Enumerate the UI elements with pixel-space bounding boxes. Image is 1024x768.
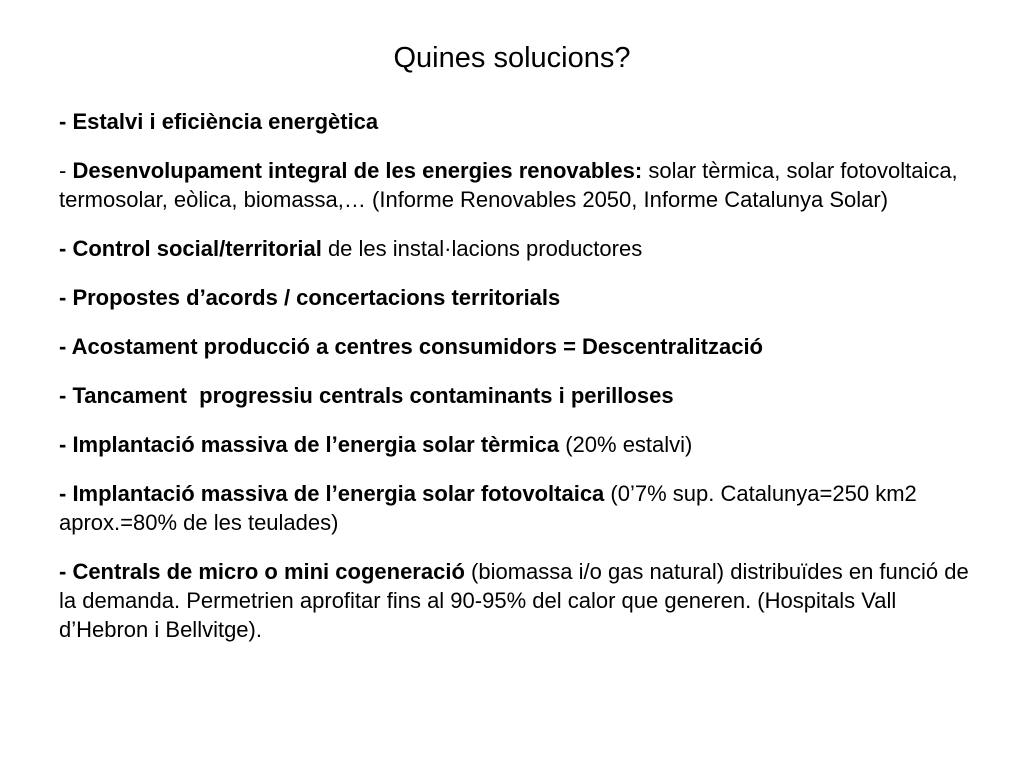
bullet-bold-text: Desenvolupament integral de les energies renovables: [72,158,643,183]
bullet-list [59,107,979,644]
bullet-item [59,107,979,136]
bullet-bold-text: - Acostament producció a centres consumidors = Descentralització [59,334,763,359]
bullet-item [59,156,979,214]
bullet-normal-text: solar tèrmica, solar fotovoltaica, termosolar, eòlica, biomassa,… (Informe Renovables 2050, Informe Catalunya Solar) [59,158,958,212]
bullet-item [59,381,979,410]
bullet-item [59,283,979,312]
bullet-item [59,479,979,537]
bullet-normal-text: de les instal·lacions productores [321,236,643,261]
bullet-prefix: - [59,158,73,183]
bullet-item [59,332,979,361]
bullet-bold-text: - Tancament progressiu centrals contaminants i perilloses [59,383,674,408]
bullet-normal-text: (0’7% sup. Catalunya=250 km2 aprox.=80% de les teulades) [59,481,917,535]
bullet-bold-text: - Estalvi i eficiència energètica [59,109,379,134]
bullet-bold-text: - Control social/territorial [59,236,322,261]
bullet-normal-text: (20% estalvi) [559,432,693,457]
bullet-item [59,430,979,459]
bullet-bold-text: - Implantació massiva de l’energia solar tèrmica [59,432,560,457]
bullet-item [59,557,979,644]
bullet-bold-text: - Centrals de micro o mini cogeneració [59,559,465,584]
bullet-bold-text: - Propostes d’acords / concertacions territorials [59,285,561,310]
bullet-bold-text: - Implantació massiva de l’energia solar fotovoltaica [59,481,605,506]
bullet-item [59,234,979,263]
bullet-normal-text: (biomassa i/o gas natural) distribuïdes en funció de la demanda. Permetrien aprofitar fins al 90-95% del calor que generen. (Hospitals Vall d’Hebron i Bellvitge). [59,559,969,642]
slide-title: Quines solucions? [393,42,631,74]
